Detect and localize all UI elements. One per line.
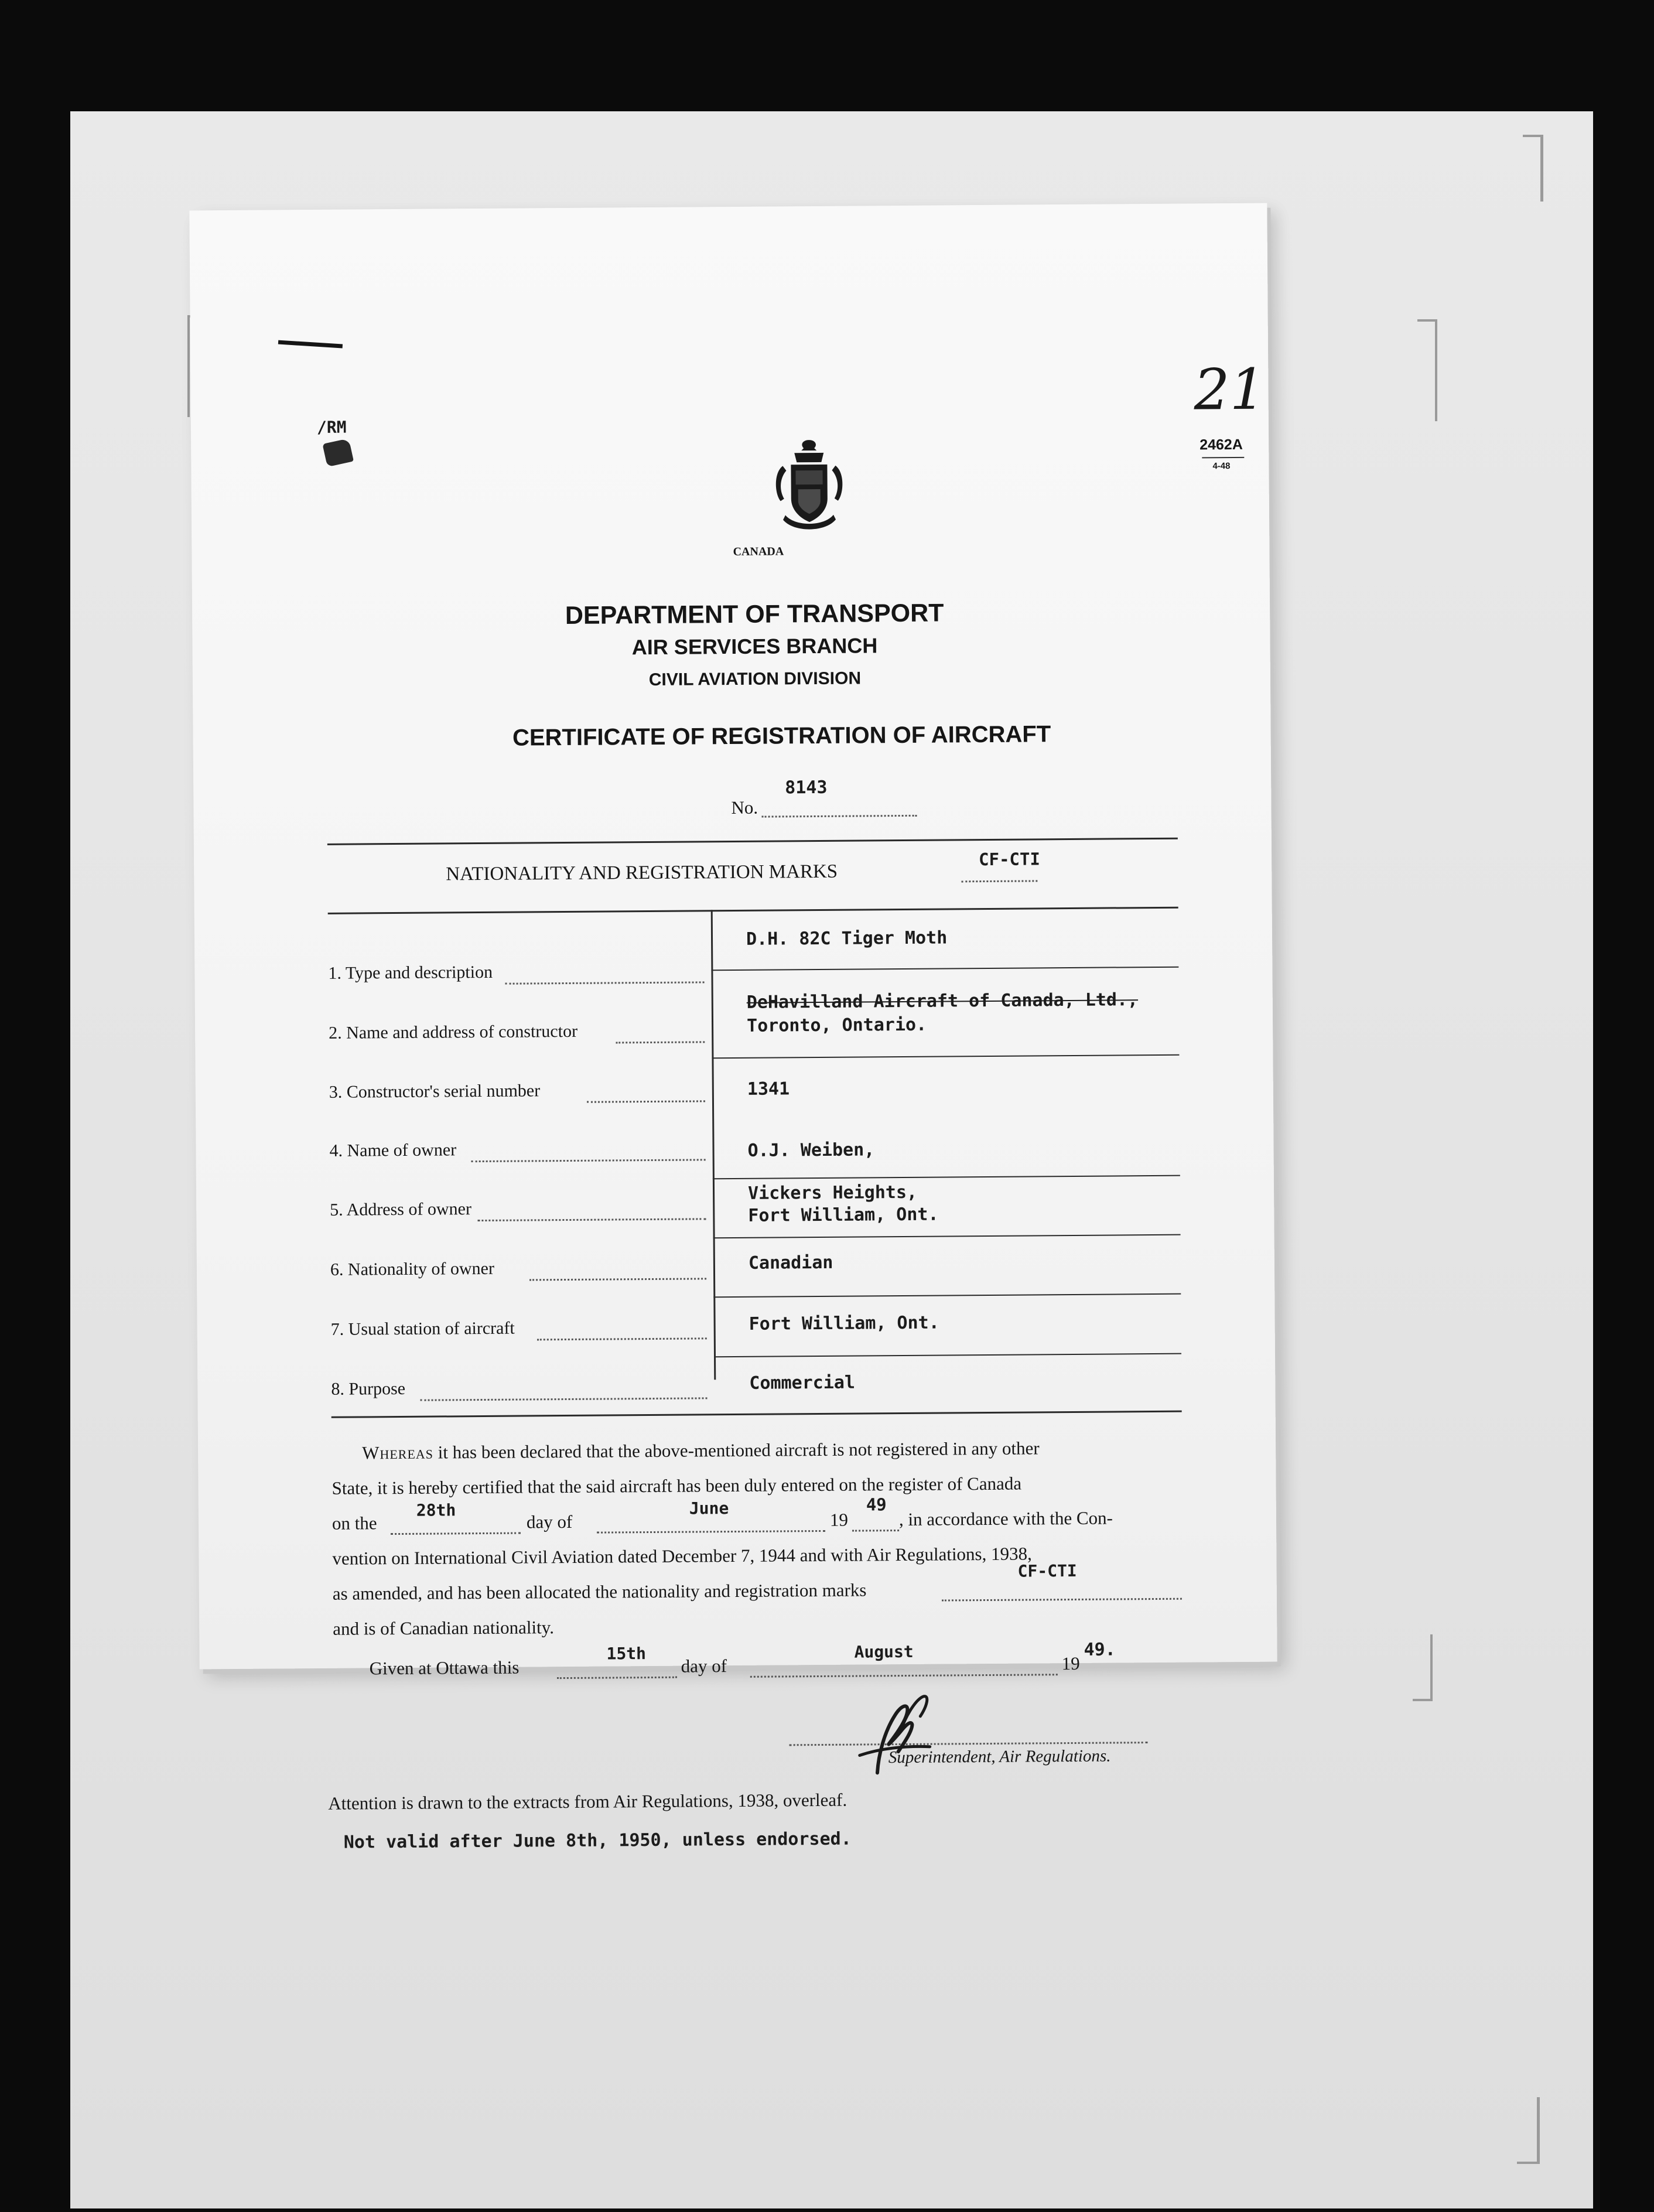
row-leader <box>421 1397 708 1401</box>
row-leader <box>529 1278 706 1281</box>
certification-line-5: as amended, and has been allocated the nationality and registration marks <box>332 1579 867 1604</box>
certification-text-3: , in accordance with the Con- <box>898 1507 1113 1530</box>
row-label-nationality: 6. Nationality of owner <box>330 1258 495 1279</box>
row-value-type: D.H. 82C Tiger Moth <box>746 927 948 950</box>
certificate-number: 8143 <box>785 777 828 798</box>
row-value-serial: 1341 <box>747 1078 790 1100</box>
number-label: No. <box>731 797 758 818</box>
certification-line-6: and is of Canadian nationality. <box>333 1617 555 1639</box>
row-value-constructor-line1: DeHavilland Aircraft of Canada, Ltd., <box>746 989 1139 1013</box>
certification-text-1: it has been declared that the above-mentioned aircraft is not registered in any other <box>433 1438 1040 1463</box>
given-day: 15th <box>606 1644 647 1664</box>
country-label: CANADA <box>733 545 784 558</box>
branch-title: AIR SERVICES BRANCH <box>631 633 878 660</box>
given-at-text: Given at Ottawa this <box>369 1657 520 1679</box>
row-leader <box>505 981 705 984</box>
row-rule <box>713 1175 1180 1180</box>
form-date: 4-48 <box>1212 461 1231 472</box>
folio-number: 21 <box>1194 356 1266 423</box>
given-year: 49. <box>1084 1639 1116 1660</box>
validity-note: Not valid after June 8th, 1950, unless endorsed. <box>343 1828 852 1853</box>
row-rule <box>711 967 1178 971</box>
given-year-prefix: 19 <box>1061 1653 1080 1674</box>
row-leader <box>587 1100 705 1102</box>
row-rule <box>712 1054 1179 1059</box>
crop-mark-top-right <box>1417 319 1437 421</box>
table-top-rule <box>328 907 1178 914</box>
scanned-sheet <box>70 111 1593 2208</box>
entry-month: June <box>689 1498 729 1518</box>
nationality-marks-dotted-line <box>961 880 1037 882</box>
row-label-type: 1. Type and description <box>328 962 493 983</box>
row-label-serial: 3. Constructor's serial number <box>329 1081 541 1102</box>
crop-mark-bottom-right <box>1413 1634 1433 1701</box>
certification-line-1 <box>362 1430 1040 1471</box>
entry-year-dotted-line <box>852 1530 899 1532</box>
entry-year: 49 <box>866 1494 887 1515</box>
certification-line-4: vention on International Civil Aviation dated December 7, 1944 and with Air Regulations, 1938, <box>332 1543 1032 1569</box>
form-number-rule <box>1202 457 1244 459</box>
row-label-purpose: 8. Purpose <box>331 1378 406 1399</box>
allocated-marks-dotted-line <box>942 1598 1182 1602</box>
entry-day-of: day of <box>526 1511 573 1532</box>
row-value-owner-address-line1: Vickers Heights, <box>747 1182 918 1204</box>
row-label-station: 7. Usual station of aircraft <box>330 1318 515 1339</box>
nationality-marks-label: NATIONALITY AND REGISTRATION MARKS <box>446 861 838 885</box>
ink-scribble <box>322 438 354 467</box>
given-month: August <box>854 1641 914 1662</box>
row-leader <box>477 1218 706 1221</box>
entry-year-prefix: 19 <box>829 1509 849 1530</box>
form-number: 2462A <box>1200 436 1243 453</box>
row-rule <box>714 1353 1181 1358</box>
row-leader <box>616 1041 705 1043</box>
crop-mark-far-top-right <box>1523 135 1543 202</box>
row-value-owner-name: O.J. Weiben, <box>747 1139 875 1161</box>
attention-note: Attention is drawn to the extracts from Air Regulations, 1938, overleaf. <box>328 1789 847 1814</box>
given-month-dotted-line <box>750 1674 1058 1678</box>
division-title: CIVIL AVIATION DIVISION <box>648 668 862 689</box>
department-title: DEPARTMENT OF TRANSPORT <box>565 599 944 630</box>
given-day-dotted-line <box>557 1677 677 1679</box>
header-rule <box>327 838 1178 845</box>
row-value-purpose: Commercial <box>749 1372 856 1394</box>
canada-crest-icon <box>771 438 847 541</box>
row-leader <box>471 1159 706 1162</box>
certificate-page <box>189 203 1277 1853</box>
crop-mark-far-bottom-right <box>1517 2097 1540 2164</box>
row-value-constructor-line2: Toronto, Ontario. <box>746 1014 927 1036</box>
whereas-word: Whereas <box>362 1442 434 1463</box>
allocated-marks-value: CF-CTI <box>1017 1561 1077 1581</box>
row-rule <box>713 1293 1181 1298</box>
signatory-title: Superintendent, Air Regulations. <box>888 1746 1111 1767</box>
table-divider <box>711 910 716 1380</box>
pen-dash <box>278 340 343 349</box>
table-bottom-rule <box>332 1411 1182 1418</box>
on-the-text: on the <box>332 1513 377 1534</box>
row-value-nationality: Canadian <box>748 1252 833 1274</box>
row-label-constructor: 2. Name and address of constructor <box>329 1021 578 1043</box>
certificate-title: CERTIFICATE OF REGISTRATION OF AIRCRAFT <box>512 721 1051 751</box>
entry-day: 28th <box>416 1500 456 1520</box>
certification-line-2: State, it is hereby certified that the said aircraft has been duly entered on the register of Canada <box>332 1473 1022 1498</box>
given-day-of: day of <box>681 1655 727 1677</box>
row-label-owner-address: 5. Address of owner <box>330 1199 471 1220</box>
row-rule <box>713 1234 1181 1239</box>
initials-mark: /RM <box>316 417 347 437</box>
number-dotted-line <box>762 815 917 818</box>
row-value-station: Fort William, Ont. <box>749 1312 939 1334</box>
row-label-owner-name: 4. Name of owner <box>329 1140 457 1160</box>
row-value-owner-address-line2: Fort William, Ont. <box>748 1204 939 1226</box>
row-leader <box>537 1337 707 1340</box>
nationality-marks-value: CF-CTI <box>978 849 1040 870</box>
